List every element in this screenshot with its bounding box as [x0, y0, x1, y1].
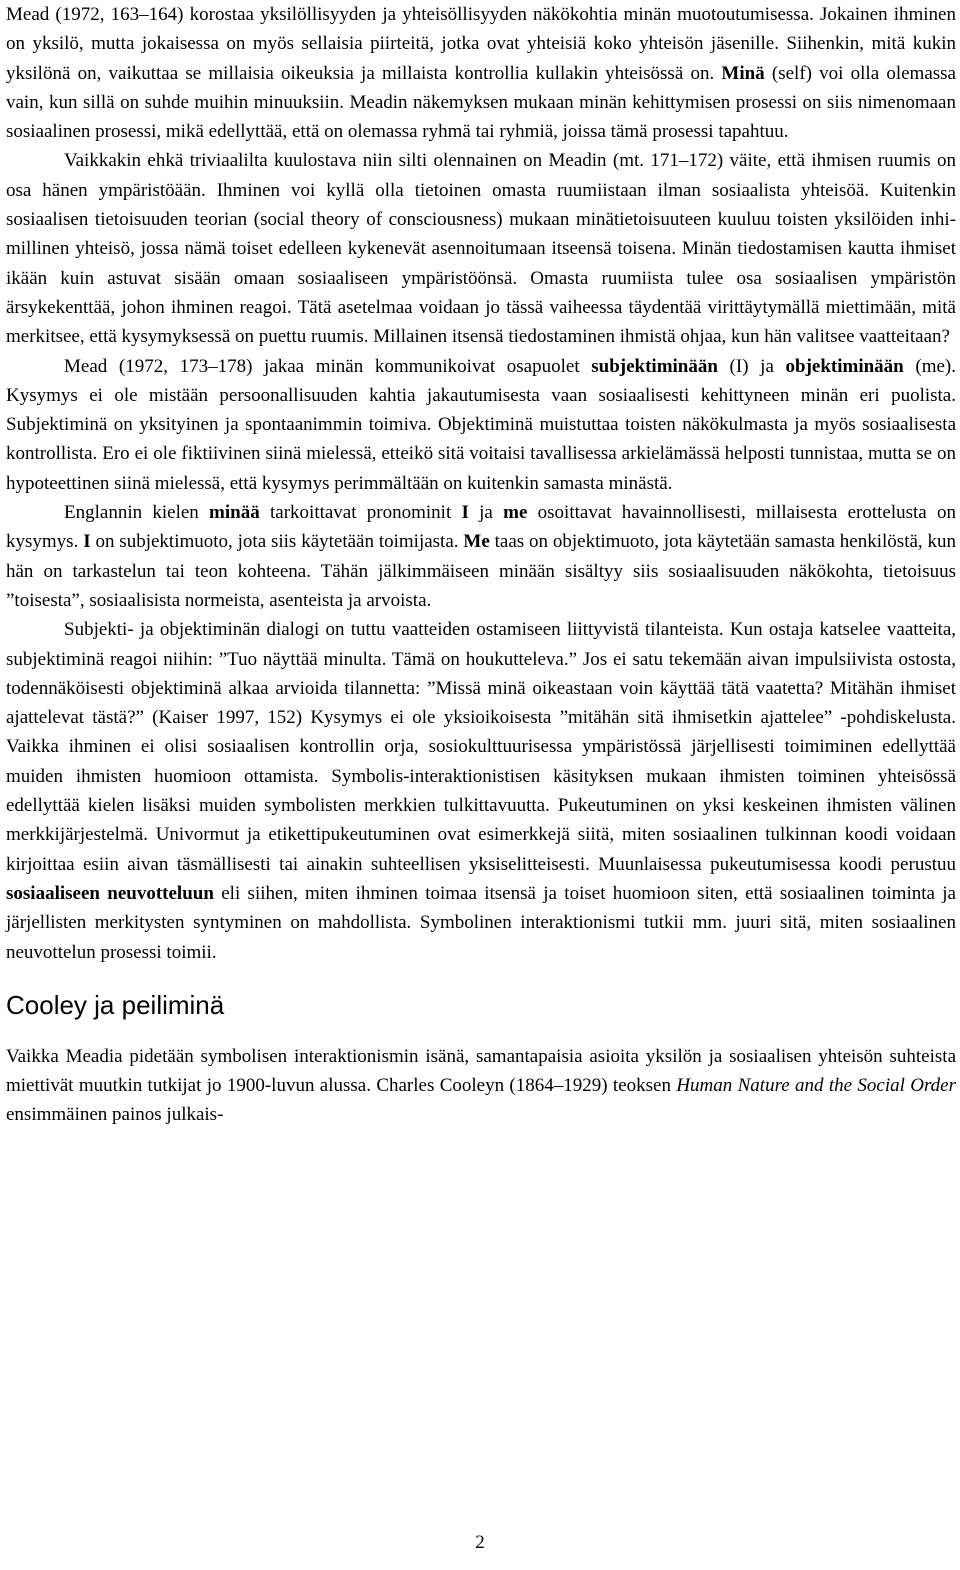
term-subjektiminaan: subjektiminään — [591, 355, 718, 377]
paragraph-3: Mead (1972, 173–178) jakaa minän kommunikoivat osapuolet subjektiminään (I) ja objektiminään (me). Kysymys ei ole mistään persoonallisuuden kahtia jakautumisesta vaan sosiaalisesti kehittyneen minän eri puolista. Subjektiminä on yksityinen ja spontaanimmin toimiva. Objektiminä muistuttaa toisten näkökulmasta ja myös sosiaalisesta kontrollista. Ero ei ole fiktiivinen siinä mielessä, etteikö sitä voitaisi tavallisessa arkielämässä helposti tunnistaa, mutta se on hypoteettinen siinä mielessä, että kysymys perimmältään on kuitenkin samasta minästä. — [6, 355, 956, 494]
page-number: 2 — [475, 1532, 485, 1553]
term-mina: Minä — [721, 62, 765, 84]
term-minaa: minää — [209, 502, 260, 524]
term-me: me — [503, 502, 528, 524]
book-title: Human Nature and the Social Order — [676, 1075, 956, 1097]
term-sosiaaliseen-neuvotteluun: sosiaaliseen neuvotteluun — [6, 882, 214, 904]
paragraph-1: Mead (1972, 163–164) korostaa yksilöllisyyden ja yhteisöllisyyden näkökohtia minän muotoutumisessa. Jokainen ihminen on yksilö, mutta jokaisessa on myös sellaisia piirteitä, jotka ovat yhteisiä koko yhteisön jäsenille. Siihenkin, mitä kukin yksilönä on, vaikuttaa se millaisia oikeuksia ja millaista kontrollia kullakin yhteisössä on. Minä (self) voi olla olemassa vain, kun sillä on suhde muihin minuuksiin. Meadin näkemyksen mukaan minän kehittymisen prosessi on siis nimenomaan sosiaalinen prosessi, mikä edellyttää, että on olemassa ryhmä tai ryhmiä, joissa tämä prosessi tapahtuu. — [6, 4, 956, 143]
paragraph-5: Subjekti- ja objektiminän dialogi on tuttu vaatteiden ostamiseen liittyvistä tilanteista. Kun ostaja katselee vaatteita, subjektiminä reagoi niihin: ”Tuo näyttää minulta. Tämä on houkutteleva.” Jos ei satu tekemään aivan impulsiivista ostosta, todennäköisesti objektiminä alkaa arvioida tilannetta: ”Missä minä oikeastaan voin käyttää tätä vaatetta? Mitähän ihmiset ajattelevat tästä?” (Kaiser 1997, 152) Kysymys ei ole yksioikoisesta ”mitähän sitä ihmisetkin ajattelee” -pohdiskelusta. Vaikka ihminen ei olisi sosiaalisen kontrollin orja, sosiokulttuurisessa ympäristössä järjellisesti toimiminen edellyttää muiden ihmisten huomioon ottamista. Symbolis-interaktionistisen käsityksen mukaan ihmisten toiminen yhteisössä edellyttää kielen lisäksi muiden symbolisten merkkien tulkittavuutta. Pukeutuminen on yksi keskeinen ihmisten välinen merkkijärjestelmä. Univormut ja etikettipukeutuminen ovat esimerkkejä siitä, miten sosiaalinen tulkinnan koodi voidaan kirjoittaa esiin aivan täsmällisesti tai ainakin suhteellisen yksiselitteisesti. Muunlaisessa pukeutumisessa koodi perustuu sosiaaliseen neuvotteluun eli siihen, miten ihminen toimaa itsensä ja toiset huomioon siten, että sosiaalinen toiminta ja järjellisten merkitysten syntyminen on mahdollista. Symbolinen interaktionismi tutkii mm. juuri sitä, miten sosiaalinen neuvottelun prosessi toimii. — [6, 619, 956, 963]
paragraph-2: Vaikkakin ehkä triviaalilta kuulostava niin silti olennainen on Meadin (mt. 171–172) väite, että ihmisen ruumis on osa hänen ympäristöään. Ihminen voi kyllä olla tietoinen omasta ruumiistaan ilman sosiaalista yhteisöä. Kuitenkin sosiaalisen tietoisuuden teorian (social theory of consciousness) mukaan minätietoisuuteen kuuluu toisten yksilöiden inhimillinen yhteisö, jossa nämä toiset edelleen kykenevät asennoitumaan itseensä toisena. Minän tiedostamisen kautta ihmiset ikään kuin astuvat sisään omaan sosiaaliseen ympäristöönsä. Omasta ruumiista tulee osa sosiaalisen ympäristön ärsykekenttää, johon ihminen reagoi. Tätä asetelmaa voidaan jo tässä vaiheessa täydentää virittäytymällä miettimään, mitä merkitsee, että kysymyksessä on puettu ruumis. Millainen itsensä tiedostaminen ihmistä ohjaa, kun hän valitsee vaatteitaan? — [6, 150, 956, 348]
term-me-2: Me — [463, 531, 490, 553]
term-i: I — [461, 502, 469, 524]
section-paragraph: Vaikka Meadia pidetään symbolisen interaktionismin isänä, samantapaisia asioita yksilön ja sosiaalisen yhteisön suhteista miettivät muutkin tutkijat jo 1900-luvun alussa. Charles Cooleyn (1864–1929) teoksen Human Nature and the Social Order ensimmäinen painos julkais- — [6, 1045, 956, 1126]
term-objektiminaan: objektiminään — [785, 355, 904, 377]
term-i-2: I — [83, 531, 91, 553]
section-heading: Cooley ja peiliminä — [6, 989, 225, 1020]
paragraph-4: Englannin kielen minää tarkoittavat pronominit I ja me osoittavat havainnollisesti, millaisesta erottelusta on kysymys. I on subjektimuoto, jota siis käytetään toimijasta. Me taas on objektimuoto, jota käytetään samasta henkilöstä, kun hän on tarkastelun tai teon kohteena. Tähän jälkimmäiseen minään sisältyy siis sosiaalisuuden näkökohta, tietoisuus ”toisesta”, sosiaalisista normeista, asenteista ja arvoista. — [6, 502, 957, 611]
